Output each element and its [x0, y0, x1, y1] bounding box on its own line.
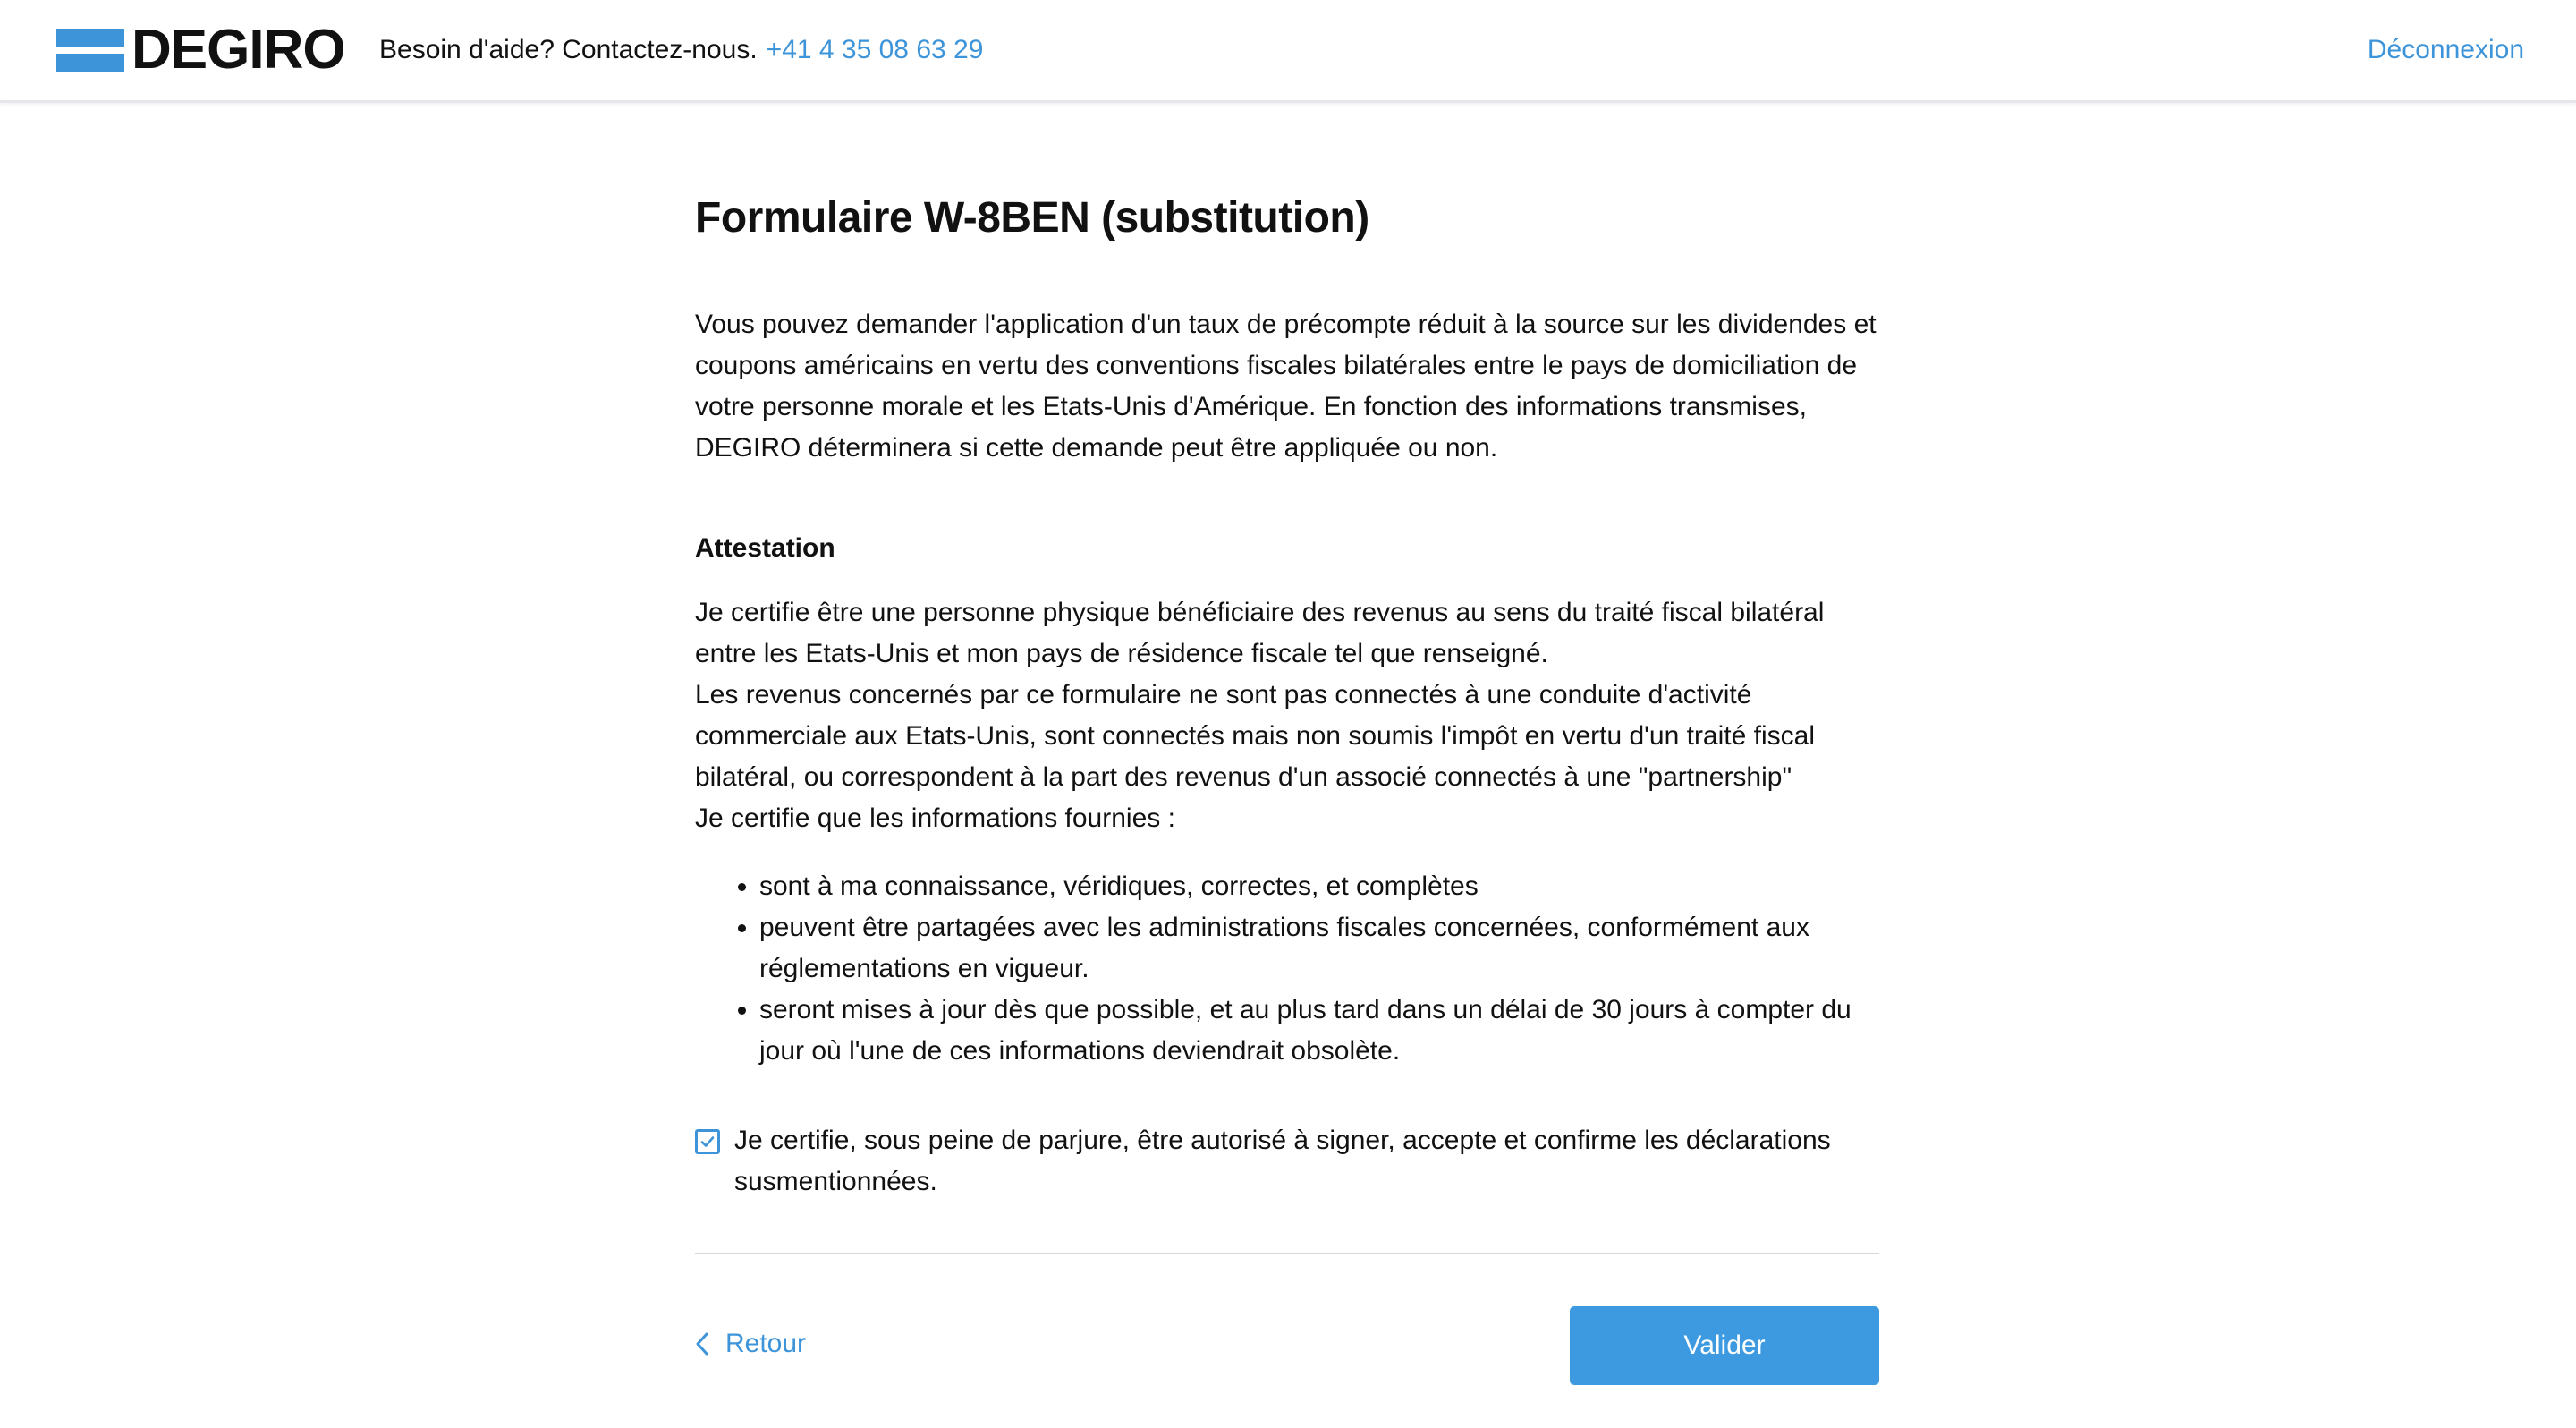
attestation-text	[695, 592, 1879, 839]
attestation-paragraph: Je certifie être une personne physique bénéficiaire des revenus au sens du traité fiscal bilatéral entre les Etats-Unis et mon pays de résidence fiscale tel que renseigné.	[695, 598, 1825, 668]
logout-link[interactable]: Déconnexion	[2367, 35, 2524, 64]
validate-button[interactable]: Valider	[1570, 1306, 1879, 1385]
logo-text: DEGIRO	[131, 19, 345, 81]
certify-checkbox[interactable]	[695, 1129, 720, 1154]
list-item: • sont à ma connaissance, véridiques, correctes, et complètes	[759, 866, 1879, 907]
attestation-heading: Attestation	[695, 533, 835, 563]
intro-text: Vous pouvez demander l'application d'un taux de précompte réduit à la source sur les dividendes et coupons américains en vertu des conventions fiscales bilatérales entre le pays de domiciliation de votre personne morale et les Etats-Unis d'Amérique. En fonction des informations transmises, DEGIRO déterminera si cette demande peut être appliquée ou non.	[695, 310, 1877, 463]
back-button[interactable]	[695, 1326, 806, 1362]
help-text: Besoin d'aide? Contactez-nous.	[379, 35, 758, 64]
list-item: • seront mises à jour dès que possible, et au plus tard dans un délai de 30 jours à compter du jour où l'une de ces informations deviendrait obsolète.	[759, 990, 1879, 1072]
page-title: Formulaire W-8BEN (substitution)	[695, 194, 1369, 242]
attestation-paragraph: Je certifie que les informations fournies :	[695, 803, 1175, 833]
form-content	[695, 179, 1879, 1387]
degiro-logo[interactable]	[56, 19, 345, 81]
certify-checkbox-row	[695, 1120, 1879, 1203]
divider	[695, 1253, 1879, 1254]
form-footer	[695, 1306, 1879, 1387]
certification-list	[695, 866, 1879, 1072]
attestation-paragraph: Les revenus concernés par ce formulaire ne sont pas connectés à une conduite d'activité commerciale aux Etats-Unis, sont connectés mais non soumis l'impôt en vertu d'un traité fiscal bilatéral, ou correspondent à la part des revenus d'un associé connectés à une "partnership"	[695, 680, 1815, 792]
degiro-logo-icon	[56, 29, 124, 72]
top-header	[0, 0, 2576, 103]
list-item: • peuvent être partagées avec les administrations fiscales concernées, conformément aux réglementations en vigueur.	[759, 907, 1879, 990]
chevron-left-icon	[695, 1331, 709, 1356]
back-label: Retour	[725, 1329, 807, 1358]
certify-checkbox-label[interactable]: Je certifie, sous peine de parjure, être autorisé à signer, accepte et confirme les déclarations susmentionnées.	[734, 1126, 1831, 1196]
help-contact	[379, 32, 983, 68]
checkmark-icon	[699, 1134, 716, 1150]
phone-link[interactable]: +41 4 35 08 63 29	[766, 35, 984, 64]
